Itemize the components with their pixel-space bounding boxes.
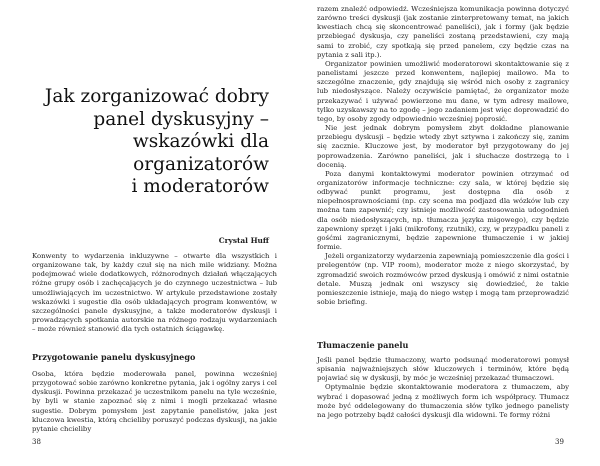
body-paragraph: Poza danymi kontaktowymi moderator powinien otrzymać od organizatorów informacje techniczne: czy sala, w której będzie się odbywać punkt programu, jest dostępna dla osób z niepełnosprawnościami (np. czy scena ma podjazd dla wózków lub czy można tam zapewnić; czy istnieje możliwość zastosowania udogodnień dla osób niedosłyszących, np. tłumacza języka migowego), czy będzie zapewniony sprzęt i jaki (mikrofony, rzutnik), czy, w przypadku paneli z gośćmi zagranicznymi, będzie zapewnione tłumaczenie i w jakiej formie. — [317, 169, 569, 252]
body-paragraph: Nie jest jednak dobrym pomysłem zbyt dokładne planowanie przebiegu dyskusji – będzie wtedy zbyt sztywna i zakończy się, zanim się zacznie. Kluczowe jest, by moderator był przygotowany do jej poprowadzenia. Zarówno paneliści, jak i słuchacze dostrzegą to i docenią. — [317, 124, 569, 169]
right-section-body — [317, 356, 569, 420]
title-line: Jak zorganizować dobry — [44, 86, 269, 107]
body-paragraph: Jeśli panel będzie tłumaczony, warto podsunąć moderatorowi pomysł spisania najważniejszych słów kluczowych i terminów, które będą pojawiać się w dyskusji, by móc je wcześniej przekazać tłumaczowi. — [317, 356, 569, 383]
author-name: Crystal Huff — [218, 236, 269, 245]
section-heading-translation: Tłumaczenie panelu — [317, 340, 409, 350]
title-line: panel dyskusyjny – — [93, 108, 269, 130]
page-number-right: 39 — [555, 438, 564, 446]
title-line: wskazówki dla — [132, 131, 269, 152]
chapter-title — [32, 86, 269, 199]
body-paragraph: Optymalnie będzie skontaktowanie moderatora z tłumaczem, aby wybrać i dopasować jedną z możliwych form ich współpracy. Tłumacz może być oddelegowany do tłumaczenia słów tylko jednego panelisty na jego potrzeby bądź całości dyskusji dla widowni. Te formy różni — [317, 383, 569, 419]
page-number-left: 38 — [32, 438, 41, 446]
body-paragraph: Osoba, która będzie moderowała panel, powinna wcześniej przygotować sobie zarówno konkretne pytania, jak i ogólny zarys i cel dyskusji. Powinna przekazać je uczestnikom panelu na tyle wcześnie, by byli w stanie zapoznać się z nimi i mogli przekazać własne sugestie. Dobrym pomysłem jest zapytanie panelistów, jaka jest kluczowa kwestia, którą chcieliby poruszyć podczas dyskusji, na jakie pytanie chcieliby — [32, 370, 277, 433]
body-paragraph: razem znaleźć odpowiedź. Wcześniejsza komunikacja powinna dotyczyć zarówno treści dyskusji (jak zostanie zinterpretowany temat, na jakich kwestiach chcą się skoncentrować paneliści), jak i formy (jak będzie przebiegać dyskusja, czy paneliści zostaną przedstawieni, czy mają sami to zrobić, czy spotkają się przed panelem, czy będzie czas na pytania z sali itp.). — [317, 5, 569, 59]
intro-text: Konwenty to wydarzenia inkluzywne – otwarte dla wszystkich i organizowane tak, by każdy czuł się na nich mile widziany. Można podejmować wiele dodatkowych, różnorodnych działań włączających różne grupy osób i zachęcających je do czynnego uczestnictwa – lub umożliwiających im uczestnictwo. W artykule przedstawione zostały wskazówki i sugestie dla osób układających program konwentów, w szczególności panele dyskusyjne, a także moderatorów dyskusji i prowadzących spotkania autorskie na różnego rodzaju wydarzeniach – może również stanowić dla tych ostatnich ściągawkę. — [32, 252, 277, 334]
body-paragraph: Organizator powinien umożliwić moderatorowi skontaktowanie się z panelistami jeszcze przed konwentem, najlepiej mailowo. Ma to szczególne znaczenie, gdy znajdują się wśród nich osoby z zagranicy lub niedosłyszące. Należy oczywiście pamiętać, że organizator może przekazywać i używać powierzone mu dane, w tym adresy mailowe, tylko uzyskawszy na to zgodę – jego zadaniem jest więc doprowadzić do tego, by osoby zgody odpowiednio wcześniej poprosić. — [317, 59, 569, 123]
section-heading-preparation: Przygotowanie panelu dyskusyjnego — [32, 352, 196, 362]
right-column-text — [317, 5, 569, 307]
left-section-body — [32, 370, 277, 434]
title-line: i moderatorów — [131, 176, 269, 197]
intro-paragraph — [32, 252, 277, 334]
body-paragraph: Jeżeli organizatorzy wydarzenia zapewniają pomieszczenie dla gości i prelegentów (np. VIP room), moderator może z niego skorzystać, by zgromadzić swoich rozmówców przed dyskusją i omówić z nimi ostatnie detale. Muszą jednak oni wszyscy się dowiedzieć, że takie pomieszczenie istnieje, mają do niego wstęp i mogą tam przeprowadzić sobie briefing. — [317, 252, 569, 306]
title-line: organizatorów — [133, 153, 269, 175]
